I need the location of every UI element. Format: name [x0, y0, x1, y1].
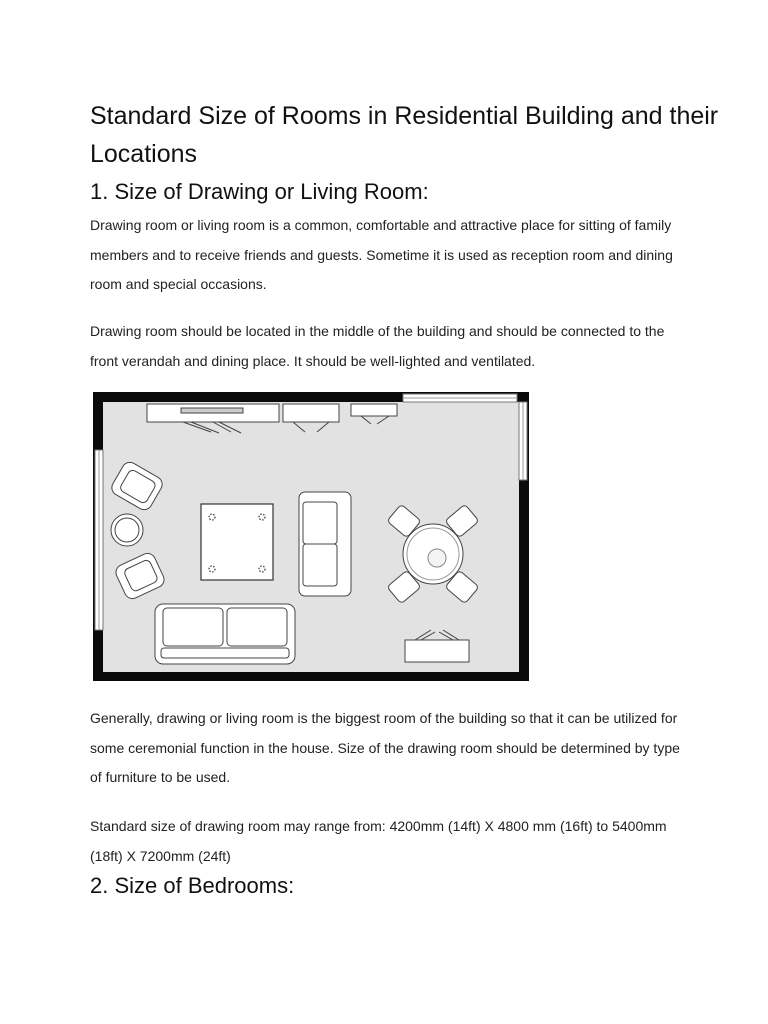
section-heading-bedrooms: 2. Size of Bedrooms: [90, 873, 295, 898]
coffee-table [201, 504, 273, 580]
loveseat [299, 492, 351, 596]
paragraph-living-room-size: Generally, drawing or living room is the biggest room of the building so that it can be utilized for some ceremonial function in the house. Size of the drawing room should be determined by type of furniture to be used. [90, 710, 680, 785]
section-heading-living-room: 1. Size of Drawing or Living Room: [90, 179, 429, 204]
sofa [155, 604, 295, 664]
paragraph-living-room-intro: Drawing room or living room is a common, comfortable and attractive place for sitting of family members and to receive friends and guests. Sometime it is used as reception room and dining room and special occasions. [90, 217, 673, 292]
page-title: Standard Size of Rooms in Residential Building and their Locations [90, 102, 719, 168]
living-room-floor-plan [93, 392, 529, 681]
side-table [111, 514, 143, 546]
paragraph-living-room-standard: Standard size of drawing room may range from: 4200mm (14ft) X 4800 mm (16ft) to 5400mm (18ft) X 7200mm (24ft) [90, 818, 667, 864]
paragraph-living-room-location: Drawing room should be located in the middle of the building and should be connected to the front verandah and dining place. It should be well-lighted and ventilated. [90, 323, 665, 369]
